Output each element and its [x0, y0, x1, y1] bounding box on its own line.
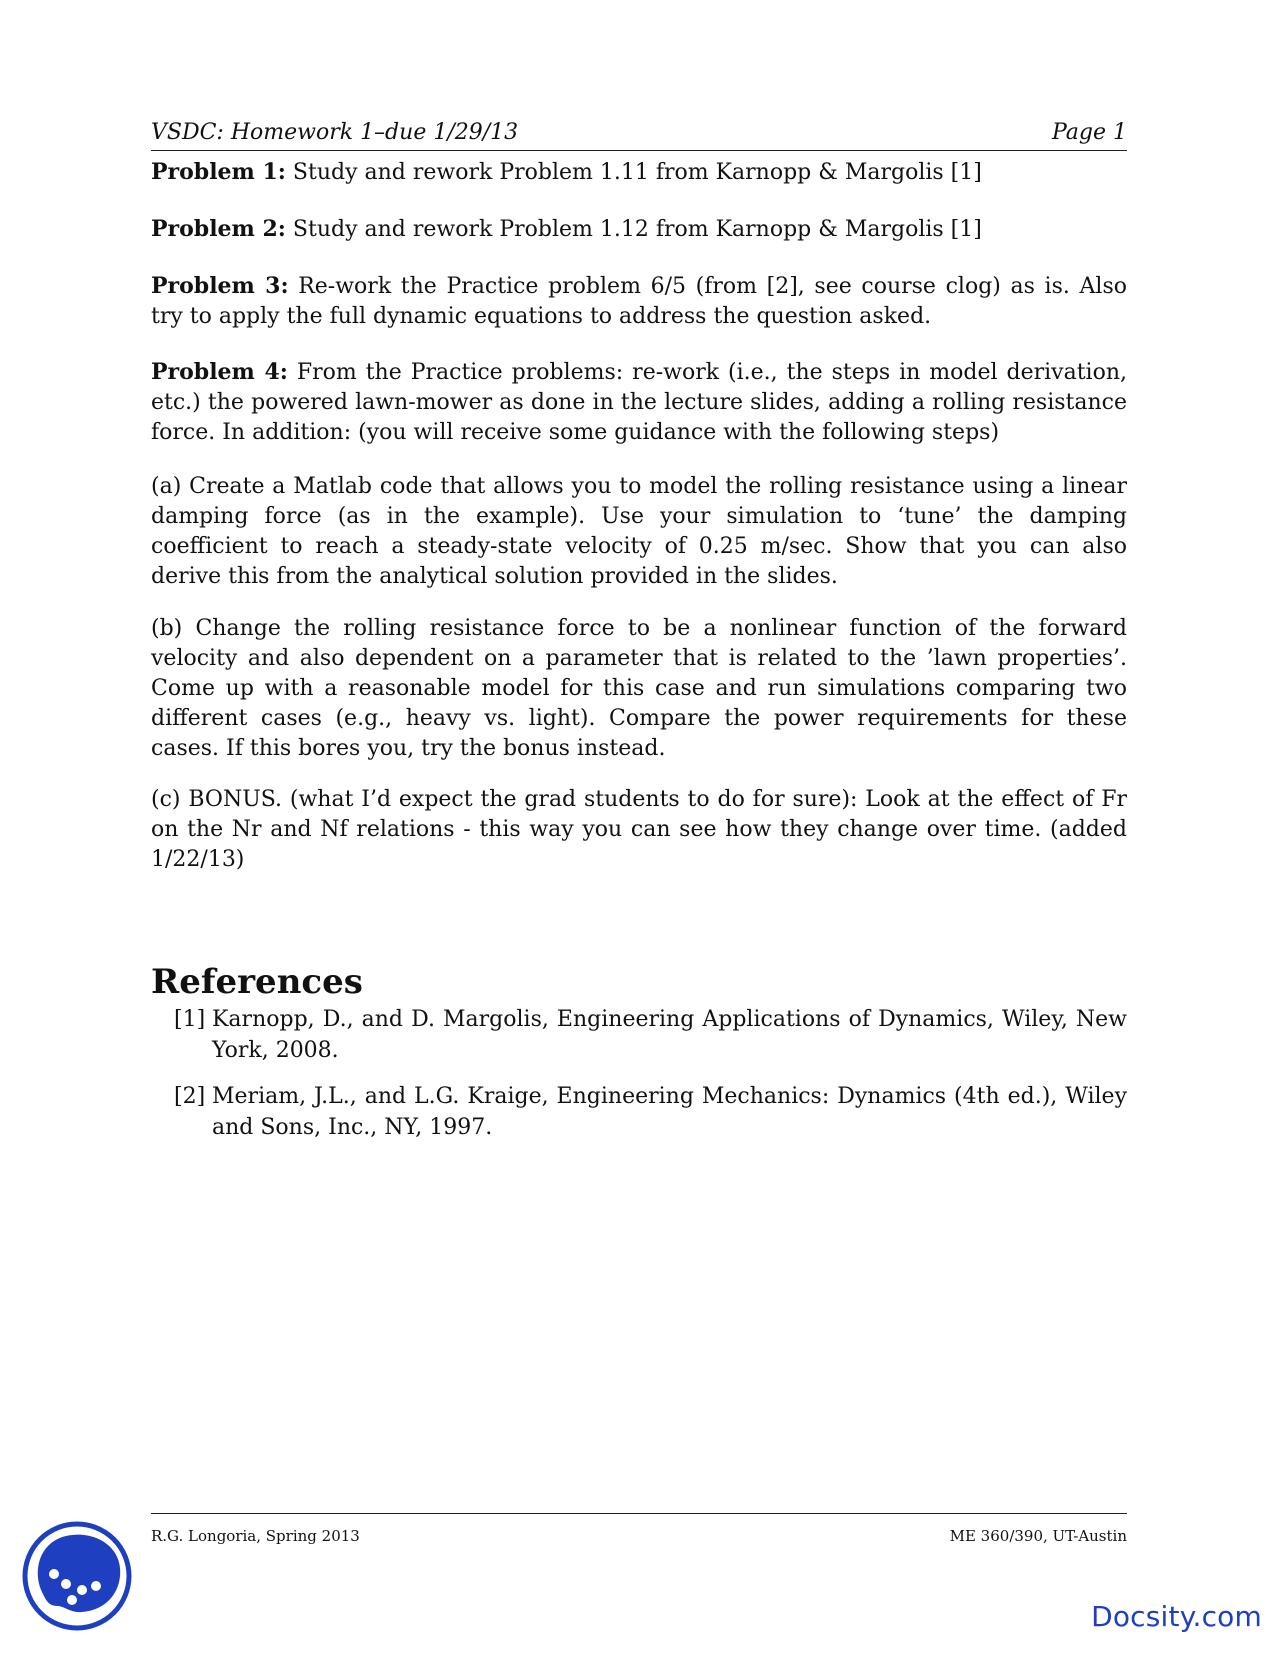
problem-3-text: Re-work the Practice problem 6/5 (from [2], see course clog) as is. Also try to apply the full dynamic equations to address the question asked. — [151, 274, 1127, 329]
page-footer — [151, 1526, 1127, 1546]
reference-text: Karnopp, D., and D. Margolis, Engineering Applications of Dynamics, Wiley, New York, 2008. — [212, 1007, 1127, 1063]
problem-1-text: Study and rework Problem 1.11 from Karnopp & Margolis [1] — [285, 160, 982, 185]
problem-1 — [151, 157, 1127, 188]
problem-2-label: Problem 2: — [151, 216, 286, 242]
docsity-logo-icon — [22, 1520, 132, 1632]
problem-4-label: Problem 4: — [151, 359, 288, 385]
reference-text: Meriam, J.L., and L.G. Kraige, Engineering Mechanics: Dynamics (4th ed.), Wiley and Sons, Inc., NY, 1997. — [212, 1084, 1127, 1140]
problem-3-label: Problem 3: — [151, 273, 289, 299]
reference-item — [174, 1004, 1127, 1066]
problem-2 — [151, 214, 1127, 245]
reference-item — [174, 1081, 1127, 1143]
problem-1-label: Problem 1: — [151, 159, 286, 185]
footer-course: ME 360/390, UT-Austin — [949, 1527, 1127, 1545]
part-a: (a) Create a Matlab code that allows you to model the rolling resistance using a linear damping force (as in the example). Use your simulation to ‘tune’ the damping coefficient to reach a steady-state velocity of 0.25 m/sec. Show that you can also derive this from the analytical solution provided in the slides. — [151, 474, 1127, 589]
header-title: VSDC: Homework 1–due 1/29/13 — [151, 120, 519, 145]
problem-2-text: Study and rework Problem 1.12 from Karnopp & Margolis [1] — [285, 217, 982, 242]
docsity-watermark[interactable]: Docsity.com — [1091, 1600, 1262, 1633]
part-b: (b) Change the rolling resistance force to be a nonlinear function of the forward velocity and also dependent on a parameter that is related to the ’lawn properties’. Come up with a reasonable model for this case and run simulations comparing two different cases (e.g., heavy vs. light). Compare the power requirements for these cases. If this bores you, try the bonus instead. — [151, 616, 1127, 761]
part-c: (c) BONUS. (what I’d expect the grad students to do for sure): Look at the effect of Fr on the Nr and Nf relations - this way you can see how they change over time. (added 1/22/13) — [151, 787, 1127, 872]
footer-author: R.G. Longoria, Spring 2013 — [151, 1527, 360, 1545]
problem-4 — [151, 357, 1127, 448]
footer-rule — [151, 1513, 1127, 1514]
problem-3 — [151, 271, 1127, 332]
page-header — [151, 114, 1127, 151]
references-heading: References — [151, 962, 363, 1002]
reference-number: [1] — [174, 1007, 206, 1032]
header-page-number: Page 1 — [1051, 120, 1127, 145]
reference-number: [2] — [174, 1084, 206, 1109]
problem-4-text: From the Practice problems: re-work (i.e., the steps in model derivation, etc.) the powered lawn-mower as done in the lecture slides, adding a rolling resistance force. In addition: (you will receive some guidance with the following steps) — [151, 360, 1127, 445]
